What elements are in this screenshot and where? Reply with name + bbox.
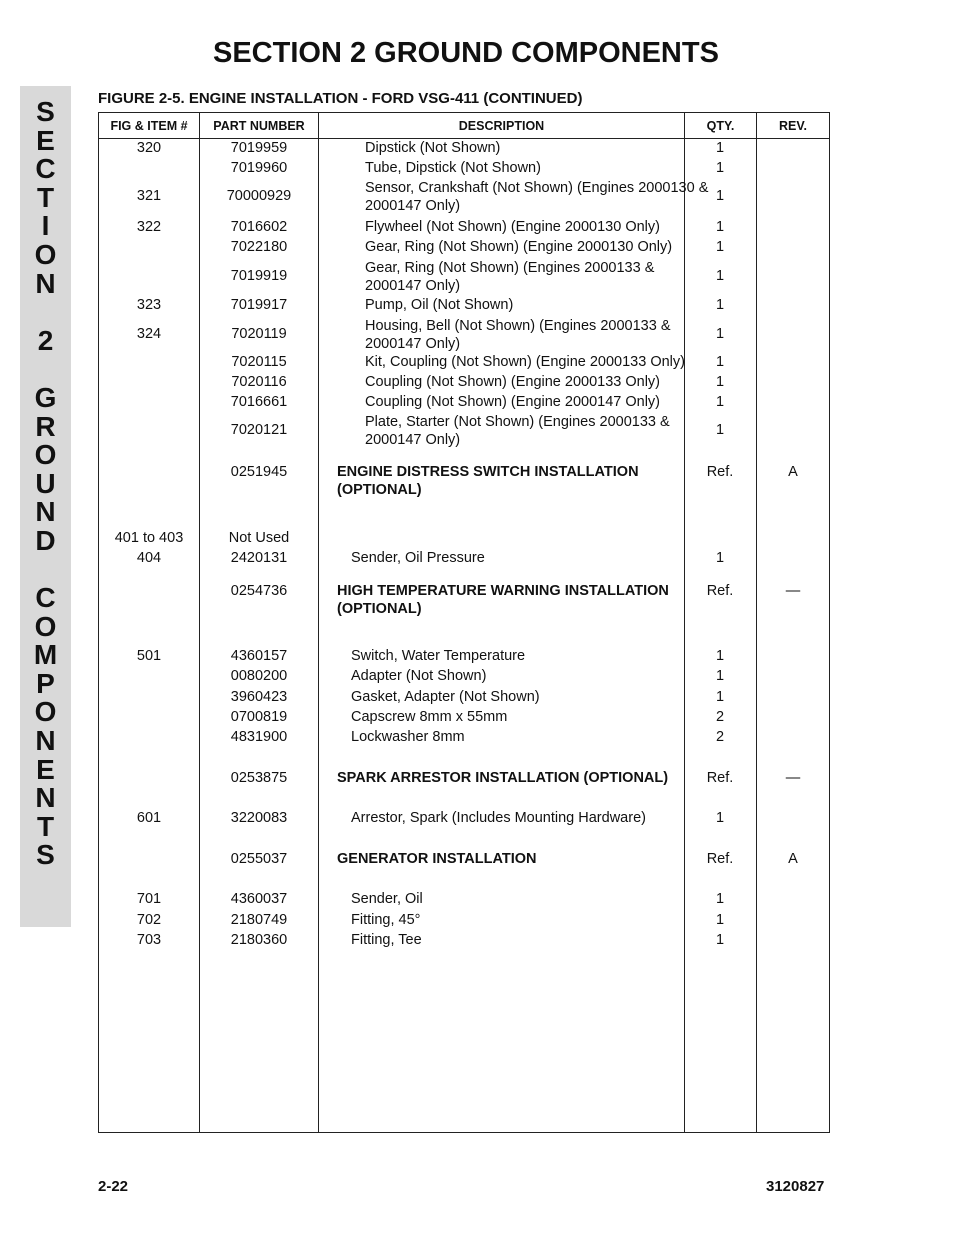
- cell-description: SPARK ARRESTOR INSTALLATION (OPTIONAL): [337, 770, 669, 786]
- cell-description: GENERATOR INSTALLATION: [337, 851, 537, 867]
- cell-part-number: 7019917: [230, 297, 288, 313]
- side-tab-letters: [20, 86, 71, 870]
- side-tab-letter: N: [35, 782, 56, 814]
- cell-part-number: 0254736: [230, 583, 288, 599]
- cell-part-number: 2180360: [230, 932, 288, 948]
- cell-description: Gasket, Adapter (Not Shown): [351, 689, 540, 705]
- cell-qty: 2: [715, 709, 725, 725]
- cell-qty: 1: [715, 354, 725, 370]
- cell-part-number: 0255037: [230, 851, 288, 867]
- cell-part-number: 7020115: [231, 354, 287, 370]
- side-tab-letter: S: [36, 839, 55, 871]
- cell-qty: 1: [715, 219, 725, 235]
- page-number: 2-22: [98, 1178, 129, 1195]
- cell-description: Pump, Oil (Not Shown): [365, 297, 514, 313]
- header-rev: REV.: [778, 118, 808, 133]
- cell-part-number: 2180749: [230, 912, 288, 928]
- cell-part-number: 0253875: [230, 770, 288, 786]
- cell-item: 323: [136, 297, 162, 313]
- cell-description: ENGINE DISTRESS SWITCH INSTALLATION (OPTIONAL): [337, 464, 639, 498]
- cell-part-number: 7020121: [230, 422, 288, 438]
- section-side-tab: [20, 86, 71, 927]
- figure-title: FIGURE 2-5. ENGINE INSTALLATION - FORD VSG-411 (CONTINUED): [98, 90, 583, 107]
- cell-part-number: 7022180: [230, 239, 288, 255]
- side-tab-letter: O: [34, 610, 57, 642]
- cell-part-number: 0700819: [230, 709, 288, 725]
- side-tab-letter: C: [35, 582, 56, 614]
- cell-rev: A: [788, 851, 798, 867]
- header-item: FIG & ITEM #: [110, 118, 188, 133]
- side-tab-letter: 2: [37, 324, 54, 356]
- cell-part-number: 3960423: [230, 689, 288, 705]
- cell-qty: Ref.: [706, 583, 734, 599]
- cell-part-number: 4360157: [230, 648, 288, 664]
- cell-rev: —: [785, 770, 801, 786]
- header-description: DESCRIPTION: [458, 118, 545, 133]
- cell-part-number: 7016602: [230, 219, 288, 235]
- cell-item: 702: [136, 912, 162, 928]
- cell-item: 324: [136, 326, 162, 342]
- cell-rev: A: [788, 464, 798, 480]
- cell-item: 501: [136, 648, 162, 664]
- cell-qty: 1: [715, 140, 725, 156]
- cell-rev: —: [785, 583, 801, 599]
- cell-item: 601: [136, 810, 162, 826]
- cell-description: Fitting, 45°: [351, 912, 421, 928]
- side-tab-letter: E: [36, 753, 55, 785]
- side-tab-letter: S: [36, 96, 55, 127]
- cell-part-number: 7020116: [231, 374, 287, 390]
- cell-qty: 1: [715, 160, 725, 176]
- cell-qty: 1: [715, 810, 725, 826]
- cell-part-number: 0080200: [230, 668, 288, 684]
- cell-qty: 1: [715, 374, 725, 390]
- cell-description: HIGH TEMPERATURE WARNING INSTALLATION (OPTIONAL): [337, 583, 669, 617]
- side-tab-letter: T: [36, 810, 55, 842]
- cell-description: Capscrew 8mm x 55mm: [351, 709, 508, 725]
- header-qty: QTY.: [706, 118, 735, 133]
- cell-qty: 1: [715, 394, 725, 410]
- cell-qty: 1: [715, 297, 725, 313]
- cell-item: 321: [136, 188, 162, 204]
- side-tab-letter: O: [34, 238, 57, 270]
- page-title: SECTION 2 GROUND COMPONENTS: [213, 37, 719, 69]
- side-tab-letter: P: [36, 667, 55, 699]
- cell-qty: 1: [715, 550, 725, 566]
- cell-part-number: 4360037: [230, 891, 288, 907]
- cell-description: Dipstick (Not Shown): [365, 140, 501, 156]
- side-tab-letter: R: [35, 410, 56, 442]
- cell-qty: 1: [715, 422, 725, 438]
- cell-part-number: 7020119: [231, 326, 287, 342]
- cell-part-number: 2420131: [230, 550, 288, 566]
- cell-qty: 1: [715, 689, 725, 705]
- side-tab-letter: O: [34, 439, 57, 471]
- header-part-number: PART NUMBER: [213, 118, 305, 133]
- cell-qty: Ref.: [706, 770, 734, 786]
- cell-qty: 1: [715, 912, 725, 928]
- side-tab-letter: C: [35, 153, 56, 185]
- cell-part-number: 70000929: [226, 188, 292, 204]
- cell-qty: Ref.: [706, 851, 734, 867]
- cell-item: 701: [136, 891, 162, 907]
- cell-description: Housing, Bell (Not Shown) (Engines 2000133 & 2000147 Only): [365, 318, 671, 352]
- side-tab-letter: T: [36, 181, 55, 213]
- cell-qty: 1: [715, 268, 725, 284]
- cell-description: Fitting, Tee: [351, 932, 422, 948]
- cell-part-number: 7016661: [230, 394, 288, 410]
- cell-part-number: 4831900: [230, 729, 288, 745]
- cell-qty: 1: [715, 668, 725, 684]
- cell-item: 401 to 403: [114, 530, 184, 546]
- cell-part-number: 0251945: [230, 464, 288, 480]
- cell-qty: Ref.: [706, 464, 734, 480]
- side-tab-letter: N: [35, 496, 56, 528]
- side-tab-letter: M: [33, 639, 58, 671]
- cell-part-number: Not Used: [228, 530, 290, 546]
- side-tab-letter: N: [35, 725, 56, 757]
- cell-description: Tube, Dipstick (Not Shown): [365, 160, 541, 176]
- cell-description: Kit, Coupling (Not Shown) (Engine 2000133 Only): [365, 354, 685, 370]
- cell-description: Arrestor, Spark (Includes Mounting Hardware): [351, 810, 646, 826]
- cell-description: Coupling (Not Shown) (Engine 2000133 Only): [365, 374, 661, 390]
- cell-description: Adapter (Not Shown): [351, 668, 487, 684]
- cell-qty: 1: [715, 648, 725, 664]
- cell-description: Gear, Ring (Not Shown) (Engines 2000133 & 2000147 Only): [365, 260, 655, 294]
- side-tab-letter: E: [36, 124, 55, 156]
- cell-description: Flywheel (Not Shown) (Engine 2000130 Only): [365, 219, 660, 235]
- cell-description: Plate, Starter (Not Shown) (Engines 2000133 & 2000147 Only): [365, 414, 670, 448]
- cell-description: Lockwasher 8mm: [351, 729, 465, 745]
- side-tab-letter: U: [35, 467, 56, 499]
- cell-item: 703: [136, 932, 162, 948]
- cell-item: 322: [136, 219, 162, 235]
- cell-part-number: 7019959: [230, 140, 288, 156]
- document-number: 3120827: [766, 1178, 825, 1195]
- cell-qty: 2: [715, 729, 725, 745]
- parts-table: [98, 112, 830, 1133]
- side-tab-letter: D: [35, 524, 56, 556]
- cell-qty: 1: [715, 326, 725, 342]
- cell-qty: 1: [715, 188, 725, 204]
- cell-part-number: 3220083: [230, 810, 288, 826]
- cell-description: Gear, Ring (Not Shown) (Engine 2000130 Only): [365, 239, 673, 255]
- cell-description: Coupling (Not Shown) (Engine 2000147 Only): [365, 394, 661, 410]
- side-tab-letter: N: [35, 267, 56, 299]
- side-tab-letter: O: [34, 696, 57, 728]
- cell-part-number: 7019960: [230, 160, 288, 176]
- cell-part-number: 7019919: [230, 268, 288, 284]
- cell-description: Sender, Oil: [351, 891, 423, 907]
- side-tab-letter: G: [34, 381, 57, 413]
- cell-description: Sender, Oil Pressure: [351, 550, 485, 566]
- side-tab-letter: I: [41, 210, 50, 242]
- cell-description: Sensor, Crankshaft (Not Shown) (Engines 2000130 & 2000147 Only): [365, 180, 709, 214]
- cell-item: 320: [136, 140, 162, 156]
- cell-qty: 1: [715, 932, 725, 948]
- cell-description: Switch, Water Temperature: [351, 648, 526, 664]
- cell-qty: 1: [715, 891, 725, 907]
- cell-qty: 1: [715, 239, 725, 255]
- cell-item: 404: [136, 550, 162, 566]
